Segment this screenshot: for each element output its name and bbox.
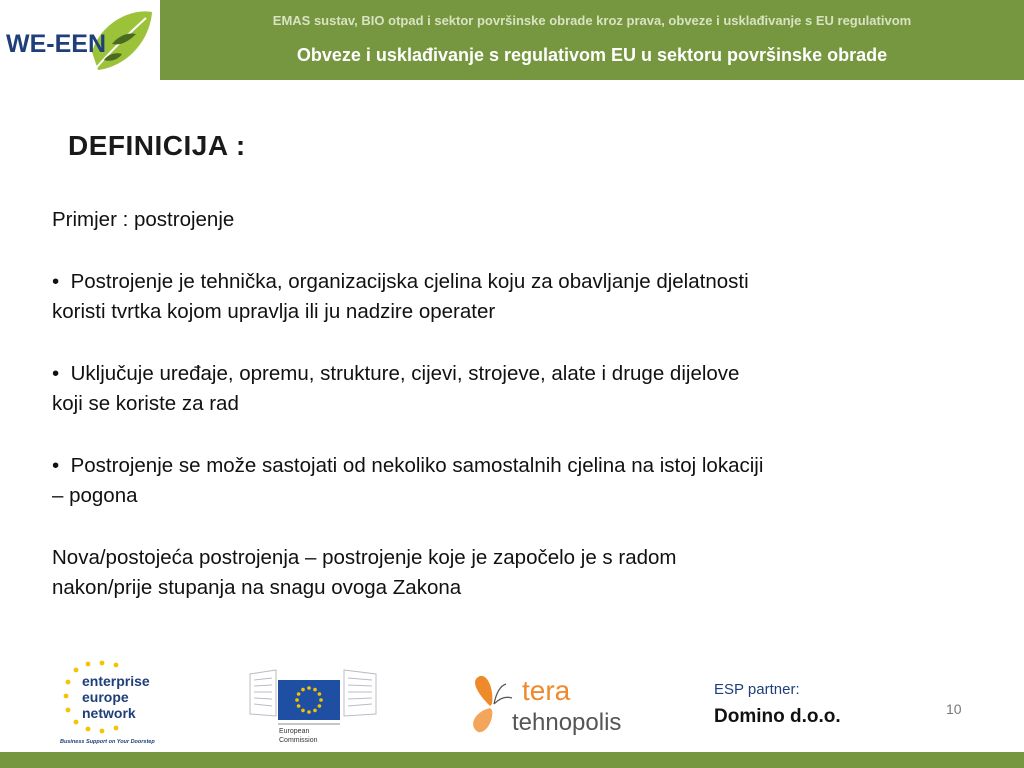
closing-line: nakon/prije stupanja na snagu ovoga Zakona [52,576,462,599]
bullet-item [52,451,962,482]
tera-line-1: tera [522,675,571,706]
bullet-item [52,267,962,298]
we-een-logo [0,0,160,80]
slide-heading: DEFINICIJA : [68,130,246,161]
closing-line: Nova/postojeća postrojenja – postrojenje koje je započelo je s radom [52,545,677,569]
example-line: Primjer : postrojenje [52,208,235,231]
bullet-marker: • [52,269,60,293]
header-title: Obveze i usklađivanje s regulativom EU u sektoru površinske obrade [296,45,888,65]
een-logo [58,658,168,746]
ec-line-2: Commission [279,737,318,744]
bullet-text-continued: koristi tvrtka kojom upravlja ili ju nadzire operater [52,300,496,323]
bullet-text: Postrojenje se može sastojati od nekoliko samostalnih cjelina na istoj lokaciji [70,453,764,477]
bullet-text: Uključuje uređaje, opremu, strukture, cijevi, strojeve, alate i druge dijelove [70,361,740,385]
een-line-2: europe [82,689,129,705]
header-subtitle: EMAS sustav, BIO otpad i sektor površinske obrade kroz prava, obveze i usklađivanje s EU regulativom [272,13,912,28]
eu-flag-icon [278,680,340,720]
bullet-text: Postrojenje je tehnička, organizacijska cjelina koju za obavljanje djelatnosti [70,269,749,293]
page-number: 10 [946,701,962,717]
tera-tehnopolis-logo [466,672,638,740]
bullet-marker: • [52,361,60,385]
tera-line-2: tehnopolis [512,709,622,736]
bullet-marker: • [52,453,60,477]
een-line-1: enterprise [82,673,150,689]
een-line-3: network [82,705,136,721]
bullet-item [52,359,962,390]
bullet-text-continued: – pogona [52,484,138,507]
een-tagline: Business Support on Your Doorstep [60,739,155,745]
bullet-text-continued: koji se koriste za rad [52,392,239,415]
slide-content [52,205,962,604]
esp-partner-label: ESP partner: [714,681,800,698]
european-commission-logo [248,654,380,746]
esp-partner-name: Domino d.o.o. [714,706,841,727]
bottom-band [0,752,1024,768]
header-band [160,0,1024,80]
logo-text: WE-EEN [6,30,106,58]
ec-line-1: European [279,728,310,735]
butterfly-icon [473,676,512,732]
